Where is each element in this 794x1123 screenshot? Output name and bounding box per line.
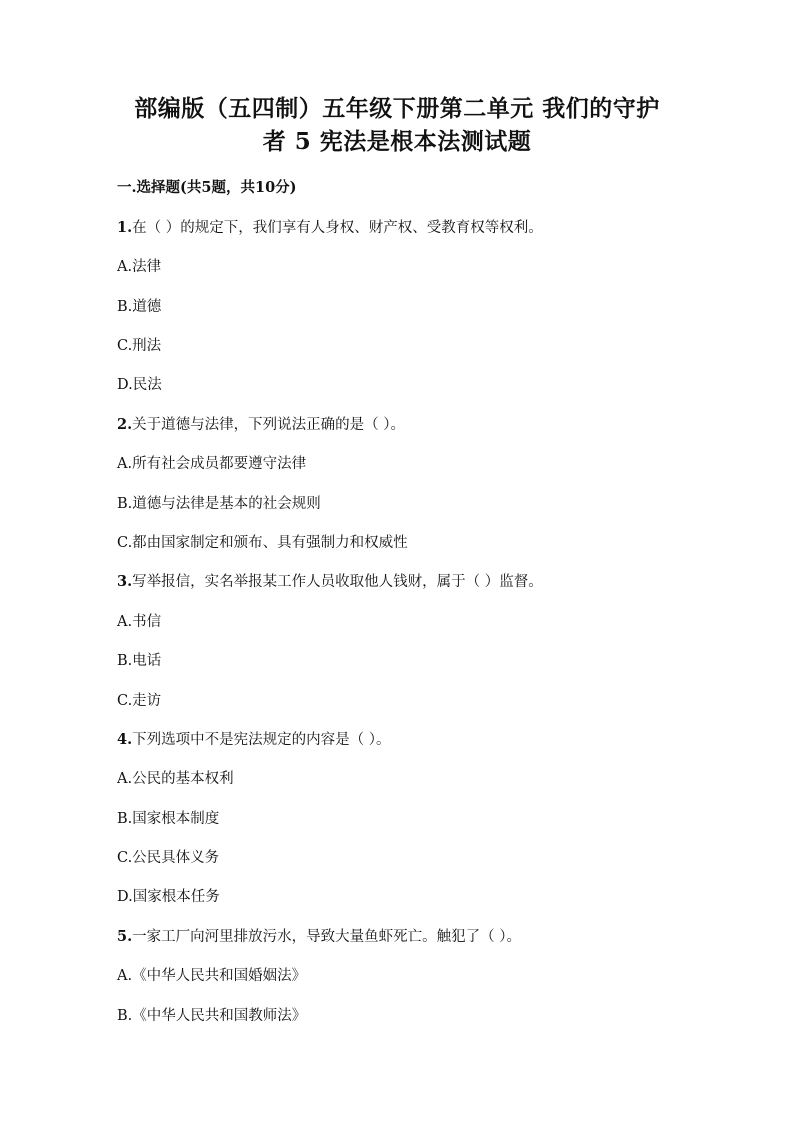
option-3b: B.电话 xyxy=(117,653,162,669)
question-number: 1. xyxy=(117,219,133,236)
question-text: 一家工厂向河里排放污水，导致大量鱼虾死亡。触犯了（ ）。 xyxy=(132,929,521,945)
question-number: 4. xyxy=(117,731,133,748)
question-text: 关于道德与法律，下列说法正确的是（ ）。 xyxy=(132,417,405,433)
title-line-1: 部编版（五四制）五年级下册第二单元 我们的守护 xyxy=(134,95,660,122)
question-number: 2. xyxy=(117,416,133,433)
question-number: 3. xyxy=(117,573,133,590)
question-5 xyxy=(117,927,717,947)
question-text: 下列选项中不是宪法规定的内容是（ ）。 xyxy=(132,732,391,748)
option-3c: C.走访 xyxy=(117,693,162,709)
option-2b: B.道德与法律是基本的社会规则 xyxy=(117,496,321,512)
title-line-2: 者 5 宪法是根本法测试题 xyxy=(262,128,532,155)
option-4b: B.国家根本制度 xyxy=(117,811,220,827)
question-number: 5. xyxy=(117,928,133,945)
question-2 xyxy=(117,415,717,435)
option-2a: A.所有社会成员都要遵守法律 xyxy=(117,456,307,472)
option-4d: D.国家根本任务 xyxy=(117,889,220,905)
option-5b: B.《中华人民共和国教师法》 xyxy=(117,1008,307,1024)
option-1b: B.道德 xyxy=(117,299,162,315)
document-title xyxy=(0,92,794,158)
option-3a: A.书信 xyxy=(117,614,162,630)
option-1a: A.法律 xyxy=(117,259,162,275)
option-2c: C.都由国家制定和颁布、具有强制力和权威性 xyxy=(117,535,408,551)
question-text: 写举报信，实名举报某工作人员收取他人钱财，属于（ ）监督。 xyxy=(132,574,543,590)
option-1c: C.刑法 xyxy=(117,338,162,354)
section-heading: 一.选择题(共5题，共10分) xyxy=(117,179,297,196)
question-1 xyxy=(117,218,717,238)
question-text: 在（ ）的规定下，我们享有人身权、财产权、受教育权等权利。 xyxy=(132,220,543,236)
question-4 xyxy=(117,730,717,750)
option-1d: D.民法 xyxy=(117,377,162,393)
option-4a: A.公民的基本权利 xyxy=(117,771,234,787)
option-5a: A.《中华人民共和国婚姻法》 xyxy=(117,968,307,984)
question-3 xyxy=(117,572,717,592)
option-4c: C.公民具体义务 xyxy=(117,850,220,866)
